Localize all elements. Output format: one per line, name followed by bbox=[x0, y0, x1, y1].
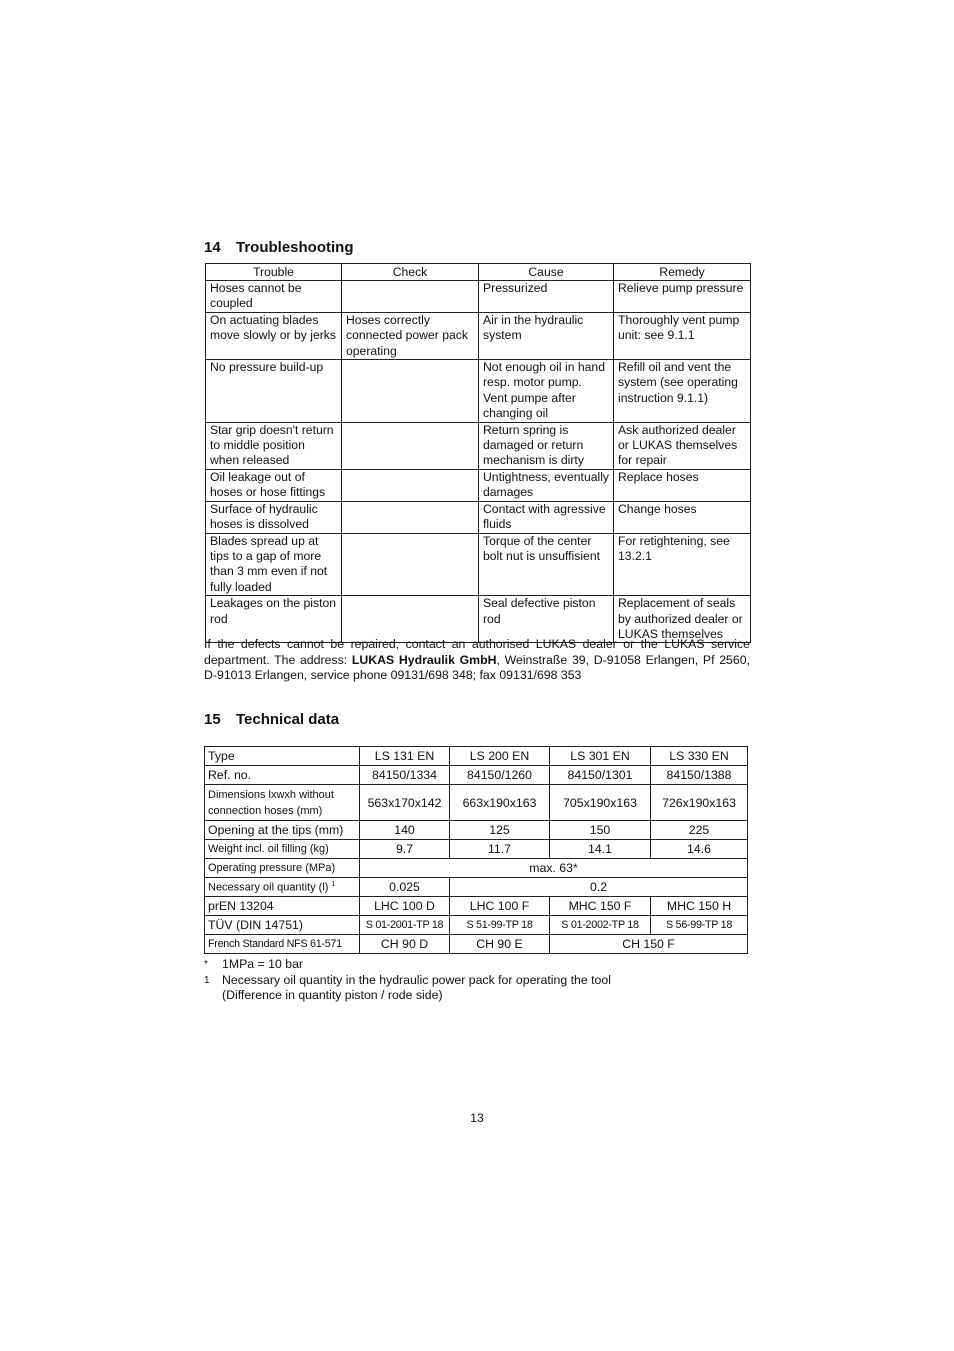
table-cell: Torque of the center bolt nut is unsuffisient bbox=[479, 533, 614, 596]
table-header-row bbox=[206, 264, 751, 281]
footnote-text bbox=[222, 973, 749, 1004]
footnote-line: (Difference in quantity piston / rode side) bbox=[222, 988, 443, 1002]
row-label bbox=[205, 878, 360, 897]
table-cell: Untightness, eventually damages bbox=[479, 469, 614, 501]
table-cell: Surface of hydraulic hoses is dissolved bbox=[206, 501, 342, 533]
service-contact-note bbox=[204, 637, 750, 684]
footnotes bbox=[204, 957, 749, 1004]
table-cell: Leakages on the piston rod bbox=[206, 596, 342, 643]
section-15-heading bbox=[204, 711, 339, 728]
table-row bbox=[205, 821, 748, 840]
column-header: Check bbox=[342, 264, 479, 281]
row-label: prEN 13204 bbox=[205, 897, 360, 916]
section-title: Technical data bbox=[236, 711, 340, 728]
table-row bbox=[206, 312, 751, 359]
table-cell bbox=[342, 281, 479, 313]
row-label: Operating pressure (MPa) bbox=[205, 859, 360, 878]
table-cell: 726x190x163 bbox=[651, 785, 748, 821]
row-label: Weight incl. oil filling (kg) bbox=[205, 840, 360, 859]
company-name: LUKAS Hydraulik GmbH bbox=[351, 652, 497, 667]
table-cell: Air in the hydraulic system bbox=[479, 312, 614, 359]
table-row bbox=[205, 747, 748, 766]
table-cell: Replace hoses bbox=[614, 469, 751, 501]
row-label-line: Dimensions lxwxh without bbox=[208, 788, 334, 801]
row-label-text: Necessary oil quantity (l) bbox=[208, 881, 329, 894]
table-cell: CH 90 E bbox=[450, 935, 550, 954]
table-cell: On actuating blades move slowly or by jerks bbox=[206, 312, 342, 359]
table-cell: Hoses correctly connected power pack operating bbox=[342, 312, 479, 359]
table-cell: S 01-2002-TP 18 bbox=[550, 916, 651, 935]
table-cell: LHC 100 D bbox=[360, 897, 450, 916]
table-row bbox=[205, 785, 748, 821]
table-cell: Seal defective piston rod bbox=[479, 596, 614, 643]
table-cell: LS 200 EN bbox=[450, 747, 550, 766]
footnote-ref: 1 bbox=[331, 880, 336, 888]
table-cell: 84150/1260 bbox=[450, 766, 550, 785]
row-label: Type bbox=[205, 747, 360, 766]
table-cell bbox=[342, 360, 479, 423]
table-cell: 563x170x142 bbox=[360, 785, 450, 821]
table-cell: Refill oil and vent the system (see operating instruction 9.1.1) bbox=[614, 360, 751, 423]
table-cell bbox=[342, 501, 479, 533]
table-row bbox=[205, 878, 748, 897]
section-number: 15 bbox=[204, 711, 221, 728]
table-cell: Hoses cannot be coupled bbox=[206, 281, 342, 313]
table-cell: Replacement of seals by authorized dealer or LUKAS themselves bbox=[614, 596, 751, 643]
table-cell: 125 bbox=[450, 821, 550, 840]
table-cell: 14.6 bbox=[651, 840, 748, 859]
table-cell: No pressure build-up bbox=[206, 360, 342, 423]
table-cell: Pressurized bbox=[479, 281, 614, 313]
table-cell: MHC 150 H bbox=[651, 897, 748, 916]
page-number: 13 bbox=[470, 1111, 484, 1125]
table-cell: 705x190x163 bbox=[550, 785, 651, 821]
table-cell: Blades spread up at tips to a gap of more than 3 mm even if not fully loaded bbox=[206, 533, 342, 596]
footnote bbox=[204, 957, 749, 973]
table-cell: Thoroughly vent pump unit: see 9.1.1 bbox=[614, 312, 751, 359]
table-row bbox=[205, 897, 748, 916]
table-cell: For retightening, see 13.2.1 bbox=[614, 533, 751, 596]
column-header: Remedy bbox=[614, 264, 751, 281]
table-cell: 11.7 bbox=[450, 840, 550, 859]
footnote bbox=[204, 973, 749, 1004]
table-cell bbox=[342, 469, 479, 501]
row-label: French Standard NFS 61-571 bbox=[205, 935, 360, 954]
column-header: Cause bbox=[479, 264, 614, 281]
table-row bbox=[206, 501, 751, 533]
note-address: , Weinstraße 39, D-91058 Erlangen, Pf 2560, D-91013 Erlangen, service phone 09131/698 348; fax 09131/698 353 bbox=[204, 652, 750, 682]
table-cell: LHC 100 F bbox=[450, 897, 550, 916]
table-cell: Ask authorized dealer or LUKAS themselves for repair bbox=[614, 422, 751, 469]
table-cell: CH 150 F bbox=[550, 935, 748, 954]
table-cell bbox=[342, 422, 479, 469]
table-cell: 14.1 bbox=[550, 840, 651, 859]
table-row bbox=[206, 281, 751, 313]
row-label-line: connection hoses (mm) bbox=[208, 804, 323, 817]
table-row bbox=[205, 840, 748, 859]
table-row bbox=[206, 422, 751, 469]
section-title: Troubleshooting bbox=[236, 239, 354, 256]
table-cell: 150 bbox=[550, 821, 651, 840]
table-cell: 663x190x163 bbox=[450, 785, 550, 821]
table-cell: Relieve pump pressure bbox=[614, 281, 751, 313]
table-cell: LS 301 EN bbox=[550, 747, 651, 766]
table-cell: MHC 150 F bbox=[550, 897, 651, 916]
table-cell: Not enough oil in hand resp. motor pump. Vent pumpe after changing oil bbox=[479, 360, 614, 423]
footnote-line: Necessary oil quantity in the hydraulic power pack for operating the tool bbox=[222, 972, 611, 987]
table-cell bbox=[342, 596, 479, 643]
table-cell: Return spring is damaged or return mechanism is dirty bbox=[479, 422, 614, 469]
section-14-heading bbox=[204, 239, 354, 256]
table-cell: S 51-99-TP 18 bbox=[450, 916, 550, 935]
row-label: Opening at the tips (mm) bbox=[205, 821, 360, 840]
note-text: If the defects cannot be repaired, contact an authorised LUKAS dealer or the LUKAS service department. The address: bbox=[204, 637, 750, 667]
table-row bbox=[206, 533, 751, 596]
table-cell: Change hoses bbox=[614, 501, 751, 533]
table-cell: S 56-99-TP 18 bbox=[651, 916, 748, 935]
table-cell: Oil leakage out of hoses or hose fittings bbox=[206, 469, 342, 501]
technical-data-table bbox=[204, 746, 748, 954]
table-cell bbox=[342, 533, 479, 596]
footnote-text: 1MPa = 10 bar bbox=[222, 957, 304, 971]
table-cell: 84150/1334 bbox=[360, 766, 450, 785]
table-cell: 0.025 bbox=[360, 878, 450, 897]
row-label: TÜV (DIN 14751) bbox=[205, 916, 360, 935]
table-cell: Contact with agressive fluids bbox=[479, 501, 614, 533]
table-cell: 9.7 bbox=[360, 840, 450, 859]
table-cell: max. 63* bbox=[360, 859, 748, 878]
table-cell: 84150/1388 bbox=[651, 766, 748, 785]
table-row bbox=[206, 360, 751, 423]
table-row bbox=[205, 859, 748, 878]
troubleshooting-table bbox=[205, 263, 751, 643]
table-cell: 0.2 bbox=[450, 878, 748, 897]
row-label: Ref. no. bbox=[205, 766, 360, 785]
table-cell: LS 330 EN bbox=[651, 747, 748, 766]
table-cell: S 01-2001-TP 18 bbox=[360, 916, 450, 935]
footnote-mark: 1 bbox=[204, 974, 210, 986]
table-cell: LS 131 EN bbox=[360, 747, 450, 766]
table-row bbox=[205, 935, 748, 954]
table-cell: 225 bbox=[651, 821, 748, 840]
table-cell: CH 90 D bbox=[360, 935, 450, 954]
table-cell: Star grip doesn't return to middle position when released bbox=[206, 422, 342, 469]
table-row bbox=[206, 469, 751, 501]
footnote-mark: * bbox=[204, 959, 208, 970]
table-cell: 84150/1301 bbox=[550, 766, 651, 785]
section-number: 14 bbox=[204, 239, 221, 256]
table-row bbox=[205, 766, 748, 785]
column-header: Trouble bbox=[206, 264, 342, 281]
row-label bbox=[205, 785, 360, 821]
table-row bbox=[205, 916, 748, 935]
table-row bbox=[206, 596, 751, 643]
table-cell: 140 bbox=[360, 821, 450, 840]
